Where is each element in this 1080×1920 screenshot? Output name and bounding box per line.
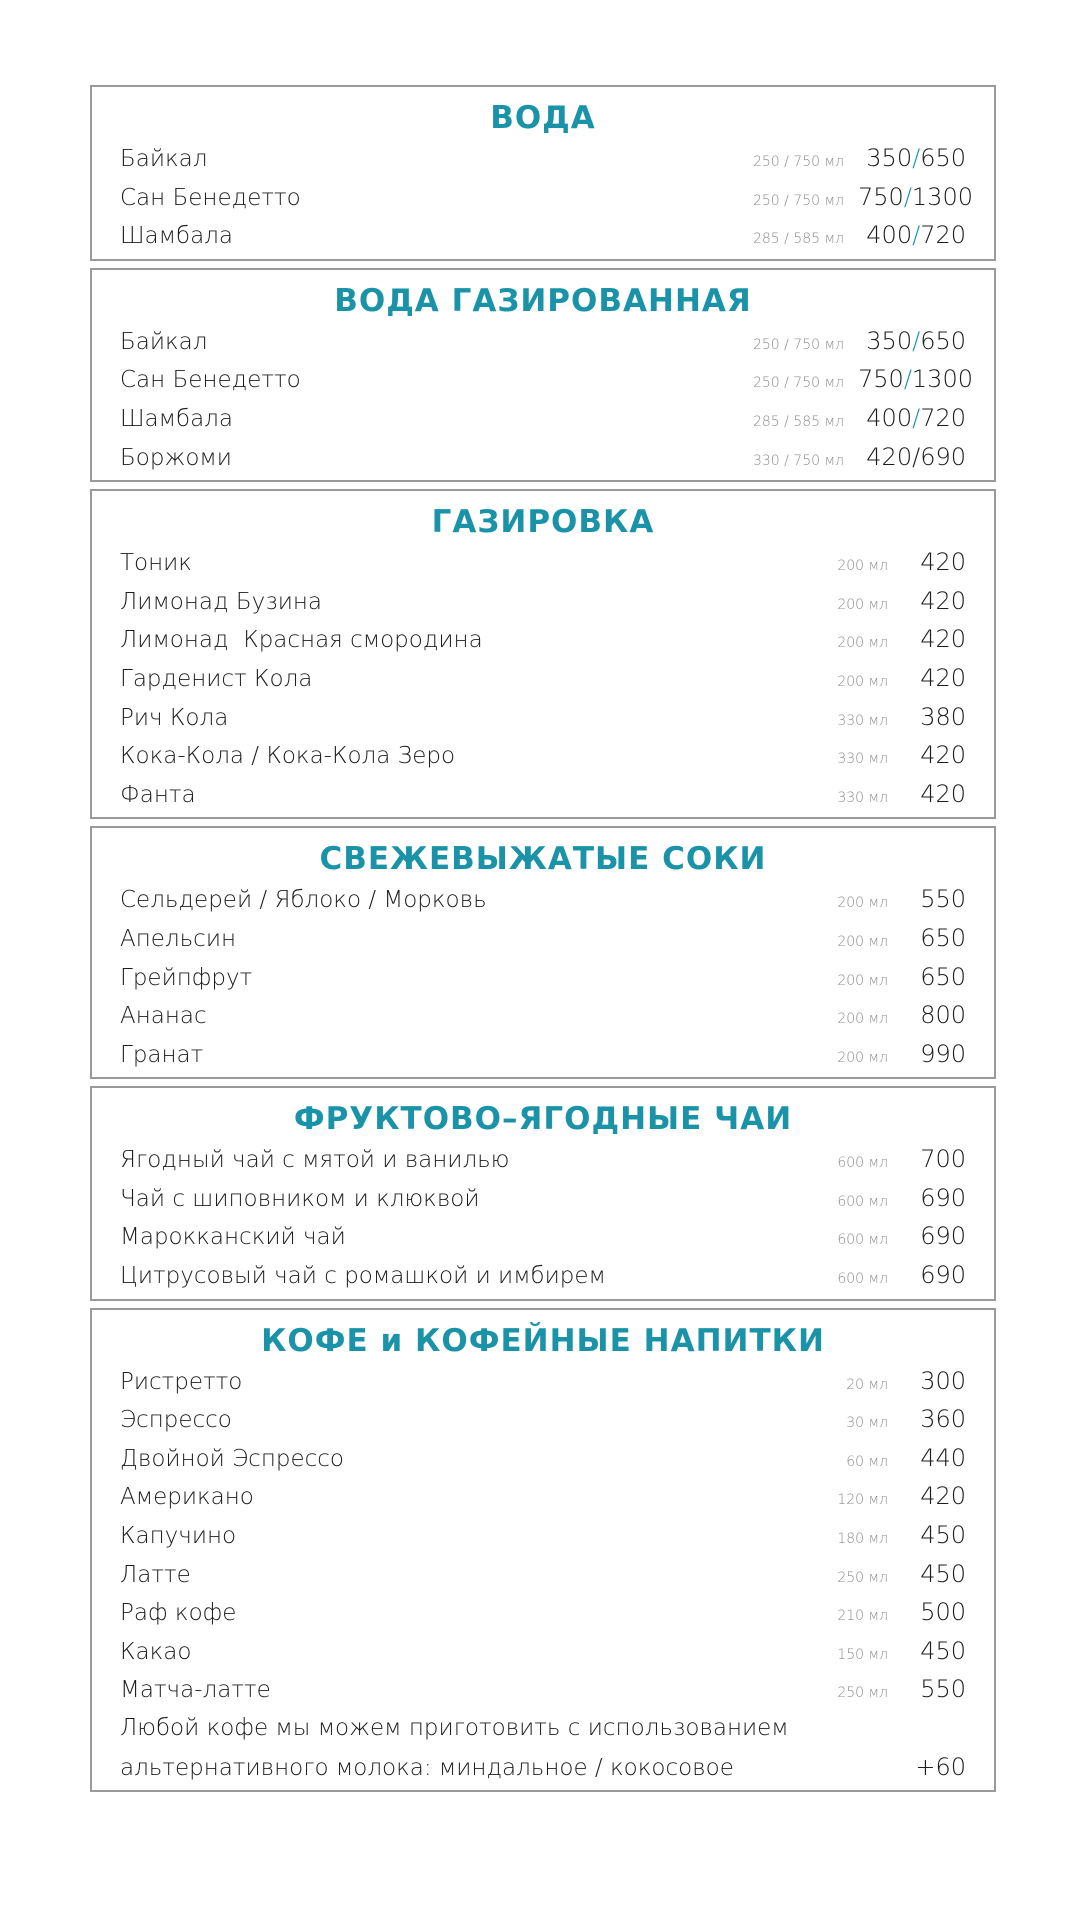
note-price: +60 [915, 1752, 966, 1781]
item-volume: 330 / 750 мл [752, 452, 844, 469]
item-price [858, 178, 973, 217]
item-volume: 285 / 585 мл [752, 231, 844, 248]
menu-item [120, 438, 966, 477]
price-large: 1300 [911, 182, 973, 211]
item-volume: 330 мл [837, 712, 888, 729]
item-name: Сан Бенедетто [120, 367, 301, 394]
price-small: 350 [866, 144, 913, 172]
section-title-part: КОФЕ [261, 1322, 369, 1359]
menu-item [120, 1140, 966, 1179]
menu-item [120, 139, 966, 178]
menu-section [90, 826, 996, 1079]
item-name: Капучино [120, 1523, 237, 1550]
menu-item [120, 322, 966, 361]
item-name: Апельсин [120, 925, 237, 952]
note-text: Любой кофе мы можем приготовить с использованием [120, 1715, 789, 1741]
price-small: 420 [866, 442, 913, 471]
menu-item [120, 919, 966, 958]
price-slash: / [912, 403, 921, 432]
item-price: 360 [920, 1405, 966, 1434]
item-name: Эспрессо [120, 1407, 232, 1434]
menu-item [120, 659, 966, 698]
section-title: СВЕЖЕВЫЖАТЫЕ СОКИ [319, 841, 767, 878]
item-volume: 20 мл [846, 1376, 888, 1393]
item-volume: 250 мл [837, 1685, 888, 1702]
item-price: 650 [920, 962, 966, 991]
item-volume: 600 мл [837, 1193, 888, 1210]
item-price: 420 [920, 779, 966, 808]
drinks-menu [90, 85, 996, 1799]
section-title-part: КОФЕЙНЫЕ НАПИТКИ [415, 1322, 825, 1359]
price-slash: / [912, 144, 921, 172]
item-price: 500 [920, 1598, 966, 1627]
menu-item [120, 1256, 966, 1295]
price-small: 400 [866, 403, 913, 432]
item-price [858, 139, 966, 178]
section-title: ФРУКТОВО–ЯГОДНЫЕ ЧАИ [293, 1101, 793, 1138]
menu-item [120, 1362, 966, 1401]
item-volume: 600 мл [837, 1232, 888, 1249]
item-volume: 200 мл [837, 596, 888, 613]
item-price [858, 360, 973, 399]
item-price: 300 [920, 1366, 966, 1395]
item-volume: 600 мл [837, 1271, 888, 1288]
menu-item [120, 1516, 966, 1555]
menu-item [120, 775, 966, 814]
menu-item [120, 216, 966, 255]
item-price: 440 [920, 1443, 966, 1472]
menu-item [120, 1632, 966, 1671]
item-name: Рич Кола [120, 704, 229, 731]
item-price: 450 [920, 1521, 966, 1550]
item-volume: 200 мл [837, 895, 888, 912]
section-title: ВОДА [490, 100, 596, 136]
item-volume: 120 мл [837, 1492, 888, 1509]
item-name: Байкал [120, 328, 208, 355]
item-name: Гарденист Кола [120, 665, 313, 692]
note-text: альтернативного молока: миндальное / кокосовое [120, 1754, 734, 1781]
item-volume: 200 мл [837, 933, 888, 950]
item-price: 700 [920, 1145, 966, 1174]
price-small: 750 [858, 365, 904, 394]
item-price: 420 [920, 625, 966, 654]
item-price: 450 [920, 1636, 966, 1665]
item-price: 420 [920, 741, 966, 770]
menu-item [120, 620, 966, 659]
item-volume: 250 / 750 мл [752, 375, 844, 392]
section-title: ВОДА ГАЗИРОВАННАЯ [334, 282, 752, 319]
price-slash: / [903, 182, 912, 211]
item-name: Американо [120, 1484, 254, 1511]
menu-item [120, 360, 973, 399]
item-volume: 30 мл [846, 1415, 888, 1432]
price-large: 650 [920, 326, 966, 355]
item-price: 690 [920, 1183, 966, 1212]
menu-item [120, 1179, 966, 1218]
item-volume: 200 мл [837, 635, 888, 652]
item-name: Какао [120, 1638, 192, 1665]
item-price [858, 322, 966, 361]
item-price: 650 [920, 923, 966, 952]
item-price: 420 [920, 663, 966, 692]
menu-section [90, 1308, 996, 1793]
item-volume: 200 мл [837, 1011, 888, 1028]
item-volume: 180 мл [837, 1531, 888, 1548]
item-name: Чай с шиповником и клюквой [120, 1185, 480, 1212]
item-volume: 250 мл [837, 1569, 888, 1586]
item-price: 550 [920, 1675, 966, 1704]
menu-item [120, 399, 966, 438]
item-name: Марокканский чай [120, 1224, 346, 1251]
item-volume: 200 мл [837, 673, 888, 690]
menu-item [120, 1555, 966, 1594]
price-small: 400 [866, 221, 913, 250]
item-volume: 285 / 585 мл [752, 413, 844, 430]
milk-note-line [120, 1709, 966, 1748]
item-name: Боржоми [120, 444, 232, 471]
item-name: Ягодный чай с мятой и ванилью [120, 1147, 510, 1174]
menu-item [120, 1439, 966, 1478]
item-name: Шамбала [120, 405, 233, 432]
price-large: 1300 [911, 365, 973, 394]
menu-item [120, 1035, 966, 1074]
item-name: Гранат [120, 1041, 204, 1068]
item-price: 420 [920, 586, 966, 615]
menu-item [120, 1217, 966, 1256]
item-volume: 210 мл [837, 1608, 888, 1625]
item-name: Матча-латте [120, 1677, 271, 1704]
price-slash: / [903, 365, 912, 394]
menu-section [90, 268, 996, 482]
item-name: Фанта [120, 781, 196, 808]
item-volume: 330 мл [837, 789, 888, 806]
milk-note-line [120, 1748, 966, 1787]
price-large: 720 [920, 403, 966, 432]
section-title: ГАЗИРОВКА [431, 504, 655, 541]
item-price: 550 [920, 885, 966, 914]
item-name: Раф кофе [120, 1600, 237, 1627]
item-price: 690 [920, 1261, 966, 1290]
item-volume: 600 мл [837, 1155, 888, 1172]
item-price [858, 216, 966, 255]
item-name: Ананас [120, 1003, 207, 1030]
menu-item [120, 958, 966, 997]
menu-item [120, 880, 966, 919]
item-price: 450 [920, 1559, 966, 1588]
price-slash: / [912, 326, 921, 355]
section-title [120, 1322, 966, 1360]
menu-section [90, 1086, 996, 1300]
item-price: 990 [920, 1039, 966, 1068]
item-volume: 250 / 750 мл [752, 336, 844, 353]
item-name: Лимонад Бузина [120, 588, 322, 615]
item-price: 690 [920, 1222, 966, 1251]
menu-item [120, 736, 966, 775]
price-small: 750 [858, 182, 904, 211]
menu-item [120, 698, 966, 737]
item-volume: 250 / 750 мл [752, 154, 844, 170]
item-name: Кока-Кола / Кока-Кола Зеро [120, 743, 456, 770]
item-volume: 330 мл [837, 751, 888, 768]
item-volume: 200 мл [837, 972, 888, 989]
menu-section [90, 489, 996, 819]
item-name: Латте [120, 1561, 191, 1588]
price-large: 650 [920, 144, 966, 172]
menu-item [120, 1477, 966, 1516]
menu-item [120, 1400, 966, 1439]
menu-item [120, 1593, 966, 1632]
item-volume: 200 мл [837, 1049, 888, 1066]
item-price [858, 438, 966, 477]
item-name: Сан Бенедетто [120, 184, 301, 211]
item-volume: 250 / 750 мл [752, 192, 844, 209]
item-price: 800 [920, 1001, 966, 1030]
price-small: 350 [866, 326, 913, 355]
price-slash: / [912, 221, 921, 250]
item-price: 420 [920, 1482, 966, 1511]
item-volume: 200 мл [837, 558, 888, 575]
item-name: Двойной Эспрессо [120, 1445, 344, 1472]
item-price: 420 [920, 548, 966, 577]
item-name: Тоник [120, 550, 192, 577]
item-price: 380 [920, 702, 966, 731]
item-name: Ристретто [120, 1368, 243, 1395]
menu-item [120, 1670, 966, 1709]
item-name: Грейпфрут [120, 964, 253, 991]
item-volume: 150 мл [837, 1646, 888, 1663]
item-name: Шамбала [120, 223, 233, 250]
item-name: Сельдерей / Яблоко / Морковь [120, 887, 487, 914]
price-large: 720 [920, 221, 966, 250]
section-title-part: и [380, 1322, 404, 1359]
price-slash: / [912, 442, 921, 471]
menu-item [120, 582, 966, 621]
price-large: 690 [920, 442, 966, 471]
menu-item [120, 178, 973, 217]
menu-item [120, 543, 966, 582]
item-name: Байкал [120, 146, 208, 172]
item-name: Цитрусовый чай с ромашкой и имбирем [120, 1263, 606, 1290]
item-name: Лимонад Красная смородина [120, 627, 483, 654]
item-volume: 60 мл [846, 1453, 888, 1470]
menu-item [120, 996, 966, 1035]
item-price [858, 399, 966, 438]
menu-section [90, 85, 996, 261]
